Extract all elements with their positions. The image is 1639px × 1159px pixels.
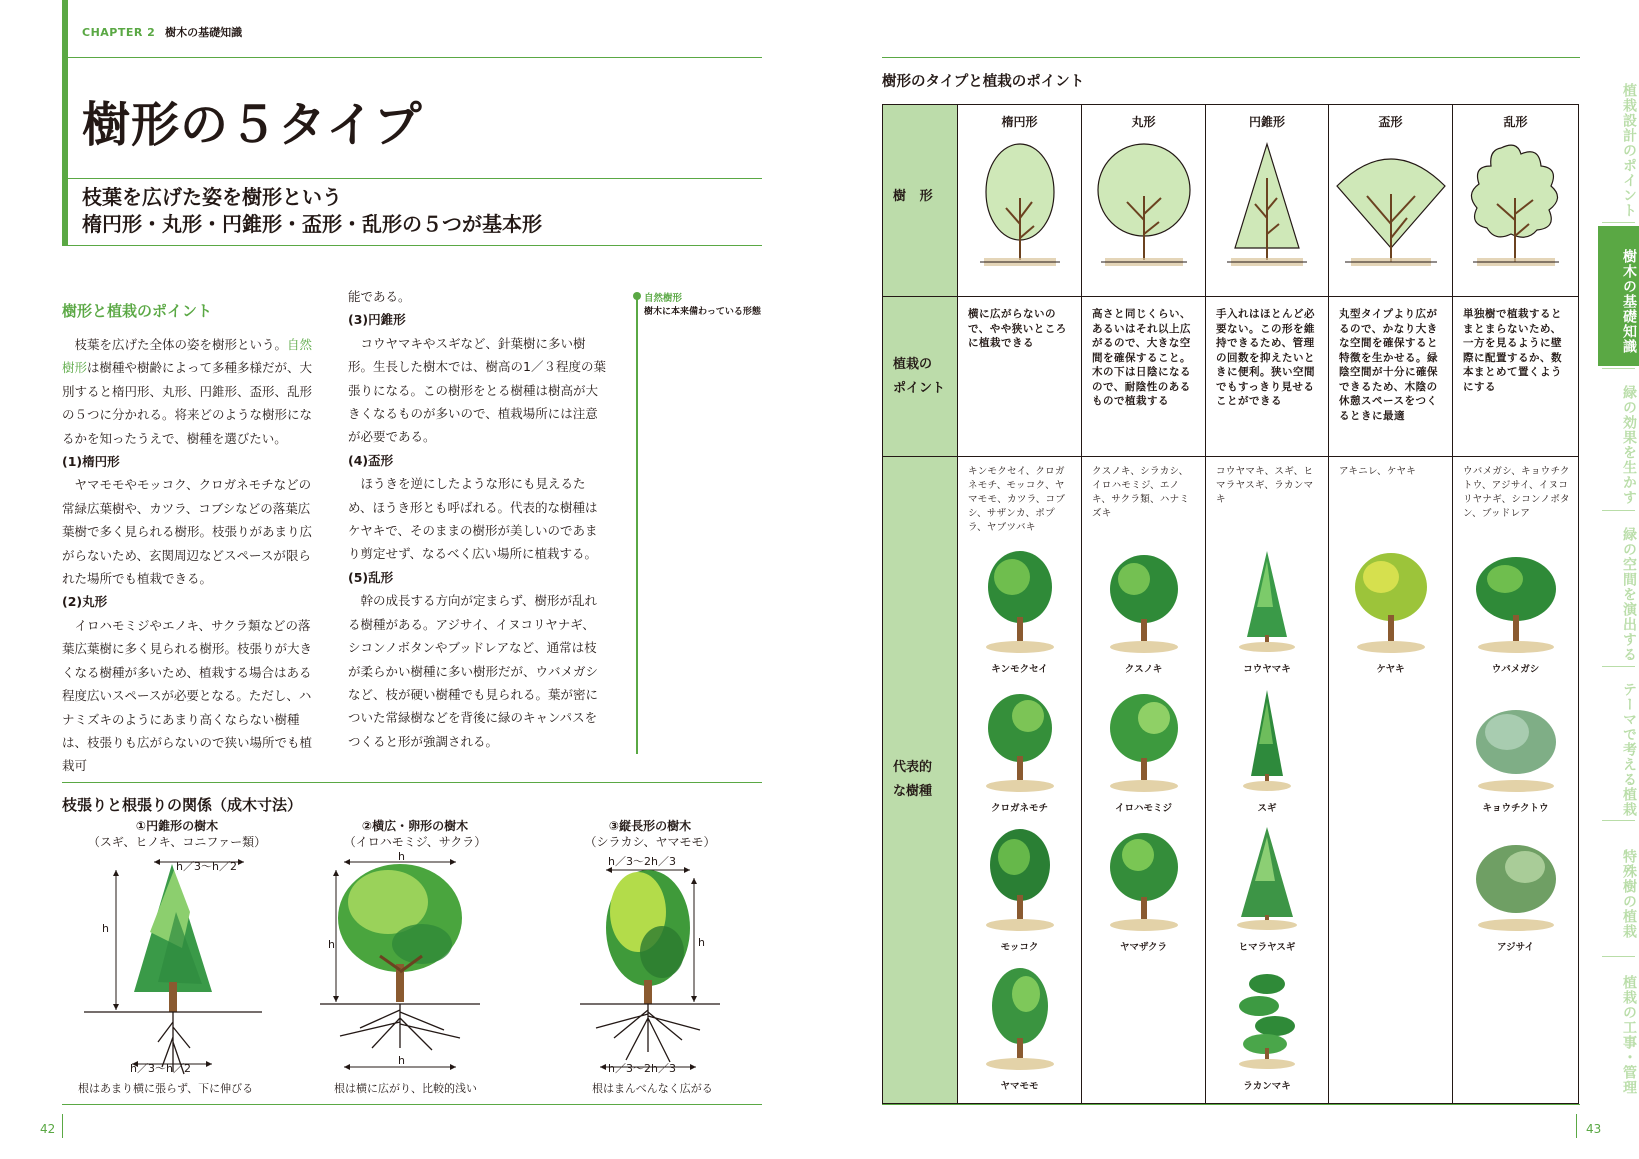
row-label-point [883, 297, 958, 457]
point-irregular: 単独樹で植栽するとまとまらないため、一方を見るように壁際に配置するか、数本まとめて置くようにする [1453, 297, 1579, 457]
column-title: 乱形 [1503, 115, 1528, 129]
cone-bottom-label: h／3〜h／2 [130, 1062, 191, 1075]
tall-top-label: h／3〜2h／3 [608, 855, 676, 868]
tree-name: モッコク [1000, 942, 1039, 953]
footer-rule-right [882, 1104, 1580, 1105]
row-label-text: 植栽の [893, 356, 933, 372]
page-number-right: 43 [1586, 1122, 1602, 1136]
cup-tree-icon [1351, 547, 1431, 659]
row-label-species [883, 457, 958, 1104]
tree-name: スギ [1257, 803, 1277, 814]
cone-height-label: h [102, 922, 109, 935]
round-tree-icon [1104, 825, 1184, 937]
tree-name: クスノキ [1124, 664, 1163, 675]
tree-item [1471, 547, 1561, 686]
species-list: アキニレ、ケヤキ [1339, 466, 1417, 477]
broadleaf-tree-icon [980, 964, 1060, 1076]
section2-title: 枝張りと根張りの関係（成木寸法） [62, 796, 303, 814]
tree-item [980, 547, 1060, 686]
page-number-divider [1576, 1114, 1577, 1138]
conifer-tree-icon [1227, 686, 1307, 798]
column-title: 楕円形 [1001, 115, 1038, 129]
paragraph-cone: コウヤマキやスギなど、針葉樹に多い樹形。生長した樹木では、樹高の1／３程度の葉張りになる。この樹形をとる樹種は樹高が大きくなるものが多いので、植栽場所には注意が必要である。 [348, 335, 606, 445]
tall-tree-diagram [570, 852, 760, 1088]
figure-title: ①円錐形の樹木 [135, 819, 219, 833]
paragraph-irregular: 幹の成長する方向が定まらず、樹形が乱れる樹種がある。アジサイ、イヌコリヤナギ、シコンノボタンやブッドレアなど、通常は枝が柔らかい樹種に多い樹形だが、ウバメガシなど、枝が硬い樹種でも見られる。葉が密についた常緑樹などを背後に緑のキャンパスをつくると形が強調される。 [348, 593, 599, 749]
side-note-description: 樹木に本来備わっている形態 [644, 307, 761, 317]
tree-item [1351, 547, 1431, 686]
header-rule [68, 57, 762, 58]
row-label-text: 形 [919, 189, 933, 204]
tree-item [980, 825, 1060, 964]
nav-separator [1602, 222, 1635, 223]
column-title: 円錐形 [1248, 115, 1285, 129]
point-cup: 丸型タイプより広がるので、かなり大きな空間を確保すると特徴を生かせる。緑陰空間が十分に確保できるため、木陰の休憩スペースをつくるときに最適 [1329, 297, 1453, 457]
column-ellipse [958, 105, 1082, 297]
subtitle-rule [68, 245, 762, 246]
wide-bottom-label: h [398, 1054, 405, 1067]
ellipse-shape-illustration [970, 138, 1070, 278]
cone-caption: 根はあまり横に張らず、下に伸びる [78, 1082, 254, 1095]
intro-text: 枝葉を広げた全体の姿を樹形という。 [74, 337, 288, 352]
wide-caption: 根は横に広がり、比較的浅い [334, 1082, 477, 1095]
nav-separator [1602, 510, 1635, 511]
tree-item [980, 964, 1060, 1103]
column-round [1082, 105, 1206, 297]
wide-top-label: h [398, 850, 405, 863]
tree-item [1104, 825, 1184, 964]
row-label-text: ポイント [893, 380, 946, 396]
nav-tab-theme-planting[interactable]: テーマで考える植栽 [1621, 681, 1637, 817]
species-irregular [1453, 457, 1579, 1104]
tall-height-label: h [698, 936, 705, 949]
species-list: コウヤマキ、スギ、ヒマラヤスギ、ラカンマキ [1216, 466, 1314, 505]
page-number-divider [62, 1114, 63, 1138]
tree-name: アジサイ [1497, 942, 1534, 953]
row-label-text: 樹 [893, 189, 907, 204]
header-rule-right [882, 57, 1580, 58]
species-ellipse [958, 457, 1082, 1104]
nav-tab-green-effects[interactable]: 緑の効果を生かす [1621, 385, 1637, 505]
tree-item [1227, 686, 1307, 825]
section2-rule [62, 782, 762, 783]
point-round: 高さと同じくらい、あるいはそれ以上広がるので、大きな空間を確保すること。木の下は日陰になるので、耐陰性のあるもので植栽する [1082, 297, 1206, 457]
tree-name: ラカンマキ [1243, 1081, 1291, 1092]
chapter-index-nav [1598, 70, 1639, 1100]
intro-text-cont: は樹種や樹齢によって多種多様だが、大別すると楕円形、丸形、円錐形、盃形、乱形の５つに分かれる。将来どのような樹形になるかを知ったうえで、樹種を選びたい。 [62, 360, 313, 446]
footer-rule-left [62, 1104, 762, 1105]
table-row-shape [883, 105, 1579, 297]
tree-item [1471, 825, 1561, 964]
cup-shape-illustration [1331, 138, 1451, 278]
chapter-accent-bar [62, 0, 68, 246]
chapter-title: 樹木の基礎知識 [165, 26, 243, 39]
tree-name: ウバメガシ [1491, 664, 1540, 675]
tree-name: ヤマザクラ [1119, 942, 1168, 953]
species-list: ウバメガシ、キョウチクトウ、アジサイ、イヌコリヤナギ、シコンノボタン、ブッドレア [1463, 466, 1570, 519]
nav-separator [1602, 368, 1635, 369]
page-number-left: 42 [40, 1122, 56, 1136]
column-irregular [1453, 105, 1579, 297]
figure-title: ③縦長形の樹木 [608, 819, 692, 833]
column-cup [1329, 105, 1453, 297]
glossary-term-link[interactable]: 自然樹形 [62, 337, 313, 376]
heading-cup: (4)盃形 [348, 452, 394, 468]
subtitle-line-1: 枝葉を広げた姿を樹形という [82, 185, 342, 209]
broadleaf-tree-icon [980, 547, 1060, 659]
nav-tab-special-trees[interactable]: 特殊樹の植栽 [1621, 849, 1637, 939]
figure-examples: （イロハモミジ、サクラ） [343, 835, 487, 849]
figure-examples: （シラカシ、ヤマモモ） [584, 835, 716, 849]
species-cone [1206, 457, 1329, 1104]
nav-tab-planting-design[interactable]: 植栽設計のポイント [1621, 82, 1637, 218]
paragraph-round-end: 能である。 [348, 289, 411, 304]
nav-tab-construction[interactable]: 植栽の工事・管理 [1621, 975, 1637, 1095]
side-note-term: 自然樹形 [644, 293, 683, 304]
nav-separator [1602, 666, 1635, 667]
tall-bottom-label: h／3〜2h／3 [608, 1062, 676, 1075]
shrub-icon [1471, 825, 1561, 937]
species-round [1082, 457, 1206, 1104]
nav-tab-green-space[interactable]: 緑の空間を演出する [1621, 526, 1637, 662]
tree-name: ヤマモモ [1000, 1081, 1039, 1092]
tree-item [1104, 547, 1184, 686]
conifer-tree-icon [1227, 825, 1307, 937]
table-title: 樹形のタイプと植栽のポイント [882, 74, 1085, 90]
intro-paragraph [62, 333, 320, 450]
table-row-point [883, 297, 1579, 457]
row-label-text: な樹種 [893, 784, 933, 799]
page-title: 樹形の５タイプ [82, 97, 423, 153]
tree-shape-table [882, 104, 1579, 1104]
figure-title: ②横広・卵形の樹木 [361, 819, 469, 833]
cone-shape-illustration [1217, 138, 1317, 278]
section-heading: 樹形と植栽のポイント [62, 302, 213, 320]
column-cone [1206, 105, 1329, 297]
paragraph-ellipse: ヤマモモやモッコク、クロガネモチなどの常緑広葉樹や、カツラ、コブシなどの落葉広葉樹で多く見られる樹形。枝張りがあまり広がらないため、玄関周辺などスペースが限られた場所でも植栽できる。 [62, 477, 313, 587]
tree-item [1227, 825, 1307, 964]
figure-tall [540, 818, 760, 850]
heading-round: (2)丸形 [62, 594, 108, 610]
round-shape-illustration [1089, 138, 1199, 278]
nav-tab-tree-basics[interactable]: 樹木の基礎知識 [1598, 226, 1639, 366]
paragraph-cup: ほうきを逆にしたような形にも見えるため、ほうき形とも呼ばれる。代表的な樹種はケヤキで、そのままの樹形が美しいのであまり剪定せず、なるべく広い場所に植栽する。 [348, 476, 598, 562]
side-note-line [636, 294, 638, 754]
irregular-tree-icon [1471, 547, 1561, 659]
point-cone: 手入れはほとんど必要ない。この形を維持できるため、管理の回数を抑えたいときに便利。狭い空間でもすっきり見せることができる [1206, 297, 1329, 457]
species-list: クスノキ、シラカシ、イロハモミジ、エノキ、サクラ類、ハナミズキ [1092, 466, 1190, 519]
tree-name: ケヤキ [1376, 664, 1405, 675]
cone-top-label: h／3〜h／2 [176, 860, 237, 873]
species-list: キンモクセイ、クロガネモチ、モッコク、ヤマモモ、カツラ、コブシ、サザンカ、ポプラ、ヤブツバキ [968, 466, 1066, 533]
table-row-species [883, 457, 1579, 1104]
heading-irregular: (5)乱形 [348, 569, 394, 585]
wide-height-label: h [328, 938, 335, 951]
tree-name: コウヤマキ [1243, 664, 1291, 675]
body-column-1 [62, 333, 320, 778]
tree-item [1227, 964, 1307, 1103]
broadleaf-tree-icon [980, 825, 1060, 937]
tree-item [1471, 686, 1561, 825]
chapter-number: CHAPTER 2 [82, 26, 156, 39]
nav-separator [1602, 956, 1635, 957]
species-cup [1329, 457, 1453, 1104]
tree-name: イロハモミジ [1114, 803, 1172, 814]
row-label-shape [883, 105, 958, 297]
tree-item [1227, 547, 1307, 686]
figure-wide [300, 818, 530, 850]
tree-item [1104, 686, 1184, 825]
conifer-tree-icon [1227, 964, 1307, 1076]
tree-item [980, 686, 1060, 825]
body-column-2 [348, 285, 606, 753]
point-ellipse: 横に広がらないので、やや狭いところに植栽できる [958, 297, 1082, 457]
row-label-text: 代表的 [893, 760, 933, 775]
paragraph-round: イロハモミジやエノキ、サクラ類などの落葉広葉樹に多く見られる樹形。枝張りが大きくなる樹種が多いため、植栽する場合はある程度広いスペースが必要となる。ただし、ハナミズキのようにあまり高くならない樹種は、枝張りも広がらないので狭い場所でも植栽可 [62, 617, 313, 774]
round-tree-icon [1104, 686, 1184, 798]
figure-cone [62, 818, 292, 850]
shrub-icon [1471, 686, 1561, 798]
irregular-shape-illustration [1461, 138, 1571, 278]
broadleaf-tree-icon [980, 686, 1060, 798]
chapter-label [82, 24, 242, 40]
page-subtitle [82, 184, 542, 238]
tree-name: キョウチクトウ [1482, 803, 1549, 814]
conifer-tree-icon [1227, 547, 1307, 659]
figure-examples: （スギ、ヒノキ、コニファー類） [87, 835, 267, 849]
tree-name: クロガネモチ [990, 803, 1048, 814]
tree-name: ヒマラヤスギ [1238, 942, 1296, 953]
wide-tree-diagram [310, 852, 540, 1088]
heading-cone: (3)円錐形 [348, 312, 406, 328]
heading-ellipse: (1)楕円形 [62, 454, 120, 470]
column-title: 丸形 [1131, 115, 1156, 129]
nav-separator [1602, 820, 1635, 821]
cone-tree-diagram [62, 852, 292, 1088]
tree-name: キンモクセイ [991, 664, 1048, 675]
subtitle-line-2: 楕円形・丸形・円錐形・盃形・乱形の５つが基本形 [82, 212, 542, 236]
title-rule [68, 178, 762, 179]
tall-caption: 根はまんべんなく広がる [592, 1082, 713, 1095]
column-title: 盃形 [1378, 115, 1403, 129]
side-note-dot [633, 292, 641, 300]
round-tree-icon [1104, 547, 1184, 659]
